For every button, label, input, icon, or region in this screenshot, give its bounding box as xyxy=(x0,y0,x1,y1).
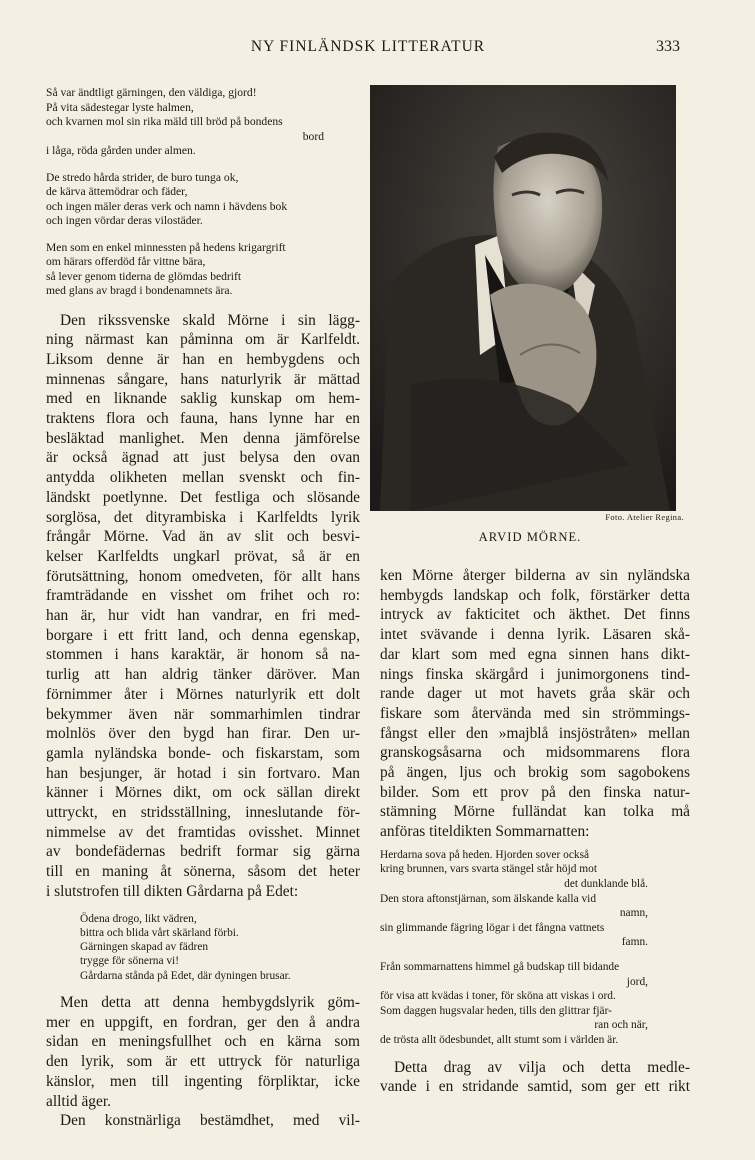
verse-line-continuation: bord xyxy=(302,129,324,143)
prose-line: alltid äger. xyxy=(46,1092,111,1110)
prose-line: mer en uppgift, en fordran, ger den å andra xyxy=(46,1013,360,1031)
verse-line: Gärningen skapad av fädren xyxy=(80,941,209,954)
verse-stanza xyxy=(380,848,690,950)
author-portrait xyxy=(370,85,676,511)
verse-stanza xyxy=(46,241,360,299)
prose-line: nimmelse av det framtidas ovisshet. Minnet xyxy=(46,823,360,841)
verse-line: Gårdarna stånda på Edet, där dyningen brusar. xyxy=(80,969,291,982)
verse-line: Den stora aftonstjärnan, som älskande kalla vid xyxy=(380,892,597,905)
right-column xyxy=(380,566,690,1097)
prose-line: rande dager ut mot havets gråa skär och xyxy=(380,685,690,703)
prose-line: i slutstrofen till dikten Gårdarna på Edet: xyxy=(46,882,299,900)
prose-line: Detta drag av vilja och detta medle- xyxy=(394,1058,690,1076)
paragraph-4 xyxy=(380,1058,690,1097)
verse-line-continuation: ran och när, xyxy=(594,1019,648,1032)
verse-line: de trösta allt ödesbundet, allt stumt som i världen är. xyxy=(380,1033,619,1046)
prose-line: fångst eller den »majblå insjöstråten» mellan xyxy=(380,724,690,742)
portrait-image xyxy=(370,85,676,511)
prose-line: känner i Mörnes dikt, om ock sällan direkt xyxy=(46,784,360,802)
verse-line: så lever genom tiderna de glömdas bedrift xyxy=(46,269,242,283)
prose-line: uttryckt, en stridsställning, inneslutande för- xyxy=(46,804,360,822)
verse-line-continuation: famn. xyxy=(621,936,648,949)
prose-line: anföras titeldikten Sommarnatten: xyxy=(380,823,590,841)
verse-line-continuation: namn, xyxy=(619,907,648,920)
prose-line: med en liknande saklig kunskap om hem- xyxy=(46,390,360,408)
verse-line: På vita sädestegar lyste halmen, xyxy=(46,100,194,114)
verse-line: trygge för sönerna vi! xyxy=(80,955,180,968)
prose-line: turlig att han aldrig tänker däröver. Man xyxy=(46,666,360,684)
prose-line: hembygds landskap och folk, förstärker detta xyxy=(380,586,690,604)
prose-line: framträdande en visshet om frihet och ro: xyxy=(46,587,360,605)
verse-line: kring brunnen, vars svarta stängel står höjd mot xyxy=(380,863,598,876)
prose-line: frångår Mörne. Vad än av slit och besvi- xyxy=(46,528,360,546)
paragraph-1 xyxy=(46,311,360,902)
prose-line: han besjunger, är hotad i sin fortvaro. Man xyxy=(46,764,360,782)
prose-line: ning närmast kan påminna om är Karlfeldt. xyxy=(46,331,360,349)
verse-stanza xyxy=(380,960,690,1048)
verse-stanza xyxy=(46,86,360,159)
prose-line: traktens flora och fauna, hans lynne har en xyxy=(46,410,360,428)
running-title: NY FINLÄNDSK LITTERATUR xyxy=(250,38,486,55)
verse-line: om härars offerdöd får vittne bära, xyxy=(46,255,206,268)
prose-line: fiskare som återvända med sin strömmings- xyxy=(380,704,690,722)
photo-credit: Foto. Atelier Regina. xyxy=(605,513,684,522)
verse-line: i låga, röda gården under almen. xyxy=(46,144,196,157)
quoted-verse xyxy=(46,912,360,983)
prose-line: nings finska skärgård i junimorgonens tind- xyxy=(380,665,690,683)
prose-line: Den konstnärliga bestämdhet, med vil- xyxy=(60,1112,360,1130)
verse-line: de kärva ättemödrar och fäder, xyxy=(46,185,188,198)
verse-line: och ingen vördar deras vilostäder. xyxy=(46,214,203,227)
prose-line: av bondefädernas bedrift formar sig gärna xyxy=(46,843,360,861)
verse-line: De stredo hårda strider, de buro tunga ok, xyxy=(46,170,239,184)
verse-stanza xyxy=(46,171,360,229)
paragraph-3-continued xyxy=(380,566,690,842)
prose-line: på ängen, ljus och brokig som sagobokens xyxy=(380,764,690,782)
verse-line: och ingen mäler deras verk och namn i hävdens bok xyxy=(46,199,288,213)
prose-line: är också ägnad att just belysa den ovan xyxy=(46,449,360,467)
verse-line-continuation: jord, xyxy=(626,975,648,988)
verse-line: Ödena drogo, likt vädren, xyxy=(80,912,197,925)
verse-line: Som daggen hugsvalar heden, tills den glittrar fjär- xyxy=(380,1004,612,1017)
prose-line: ländskt poetlynne. Det festliga och slösande xyxy=(46,488,360,506)
verse-line: och kvarnen mol sin rika mäld till bröd på bondens xyxy=(46,115,283,128)
prose-line: gamla nyländska bonde- och fiskarstam, som xyxy=(46,744,360,762)
verse-line: bittra och blida vårt skärland förbi. xyxy=(80,926,239,939)
prose-line: han är, hur vidt han vandrar, en fri med- xyxy=(46,607,360,625)
prose-line: Liksom denne är han en hembygdens och xyxy=(46,350,360,368)
prose-line: intet svävande i denna lyrik. Läsaren skå- xyxy=(380,626,690,644)
prose-line: bilder. Som ett prov på den finska natur- xyxy=(380,783,690,801)
poem-sommarnatten xyxy=(380,848,690,1048)
prose-line: sorglösa, det dityrambiska i Karlfeldts lyrik xyxy=(46,508,360,526)
prose-line: stämning Mörne fulländat kan tolka må xyxy=(380,803,690,821)
prose-line: till en maning åt sönerna, såsom det heter xyxy=(46,863,360,881)
prose-line: dar klart som med egna sinnen hans dikt- xyxy=(380,645,690,663)
verse-line: Från sommarnattens himmel gå budskap till bidande xyxy=(380,961,620,973)
verse-line: Så var ändtligt gärningen, den väldiga, gjord! xyxy=(46,86,257,99)
prose-line: bekymmer även när sommarhimlen tindrar xyxy=(46,705,360,723)
photo-caption: ARVID MÖRNE. xyxy=(478,530,582,544)
prose-line: besläktad manlighet. Men denna jämförelse xyxy=(46,429,360,447)
prose-line: minnenas sångare, hans naturlyrik är mättad xyxy=(46,370,360,388)
prose-line: ken Mörne återger bilderna av sin nyländska xyxy=(380,567,690,584)
prose-line: sidan en meningsfullhet och en kärna som xyxy=(46,1033,360,1051)
prose-line: förutsättning, honom omedveten, för allt hans xyxy=(46,567,360,585)
page-number: 333 xyxy=(656,38,680,55)
prose-line: den lyrik, som är ett uttryck för naturliga xyxy=(46,1053,360,1071)
verse-line-continuation: det dunklande blå. xyxy=(564,878,648,891)
left-column xyxy=(46,86,360,1131)
prose-line: granskogsåsarna och midsommarens flora xyxy=(380,744,690,762)
verse-line: med glans av bragd i bondenamnets ära. xyxy=(46,284,233,297)
prose-line: känslor, men till ingenting förpliktar, icke xyxy=(46,1072,360,1090)
prose-line: Den rikssvenske skald Mörne i sin lägg- xyxy=(60,311,360,329)
verse-line: sin glimmande fägring lögar i det fångna vattnets xyxy=(380,921,605,934)
prose-line: intryck av fakticitet och äkthet. Det finns xyxy=(380,606,690,624)
verse-line: Men som en enkel minnessten på hedens krigargrift xyxy=(46,240,286,254)
prose-line: molnlös över den bygd han firar. Den ur- xyxy=(46,725,360,743)
paragraph-2 xyxy=(46,993,360,1131)
verse-line: för visa att kvädas i toner, för sköna att viskas i ord. xyxy=(380,990,616,1003)
prose-line: antydda olikheten mellan svenskt och fin- xyxy=(46,469,360,487)
prose-line: förnimmer åter i Mörnes naturlyrik ett dolt xyxy=(46,685,360,703)
prose-line: stommen i hans karaktär, är honom så na- xyxy=(46,646,360,664)
prose-line: borgare i ett fritt land, och denna egenskap, xyxy=(46,626,360,644)
prose-line: Men detta att denna hembygdslyrik göm- xyxy=(60,994,360,1012)
prose-line: vande i en stridande samtid, som ger ett rikt xyxy=(380,1078,690,1096)
verse-line: Herdarna sova på heden. Hjorden sover också xyxy=(380,848,590,861)
opening-verse xyxy=(46,86,360,299)
running-head xyxy=(0,38,755,62)
prose-line: kelser Karlfeldts ungkarl prövat, så är en xyxy=(46,547,360,565)
